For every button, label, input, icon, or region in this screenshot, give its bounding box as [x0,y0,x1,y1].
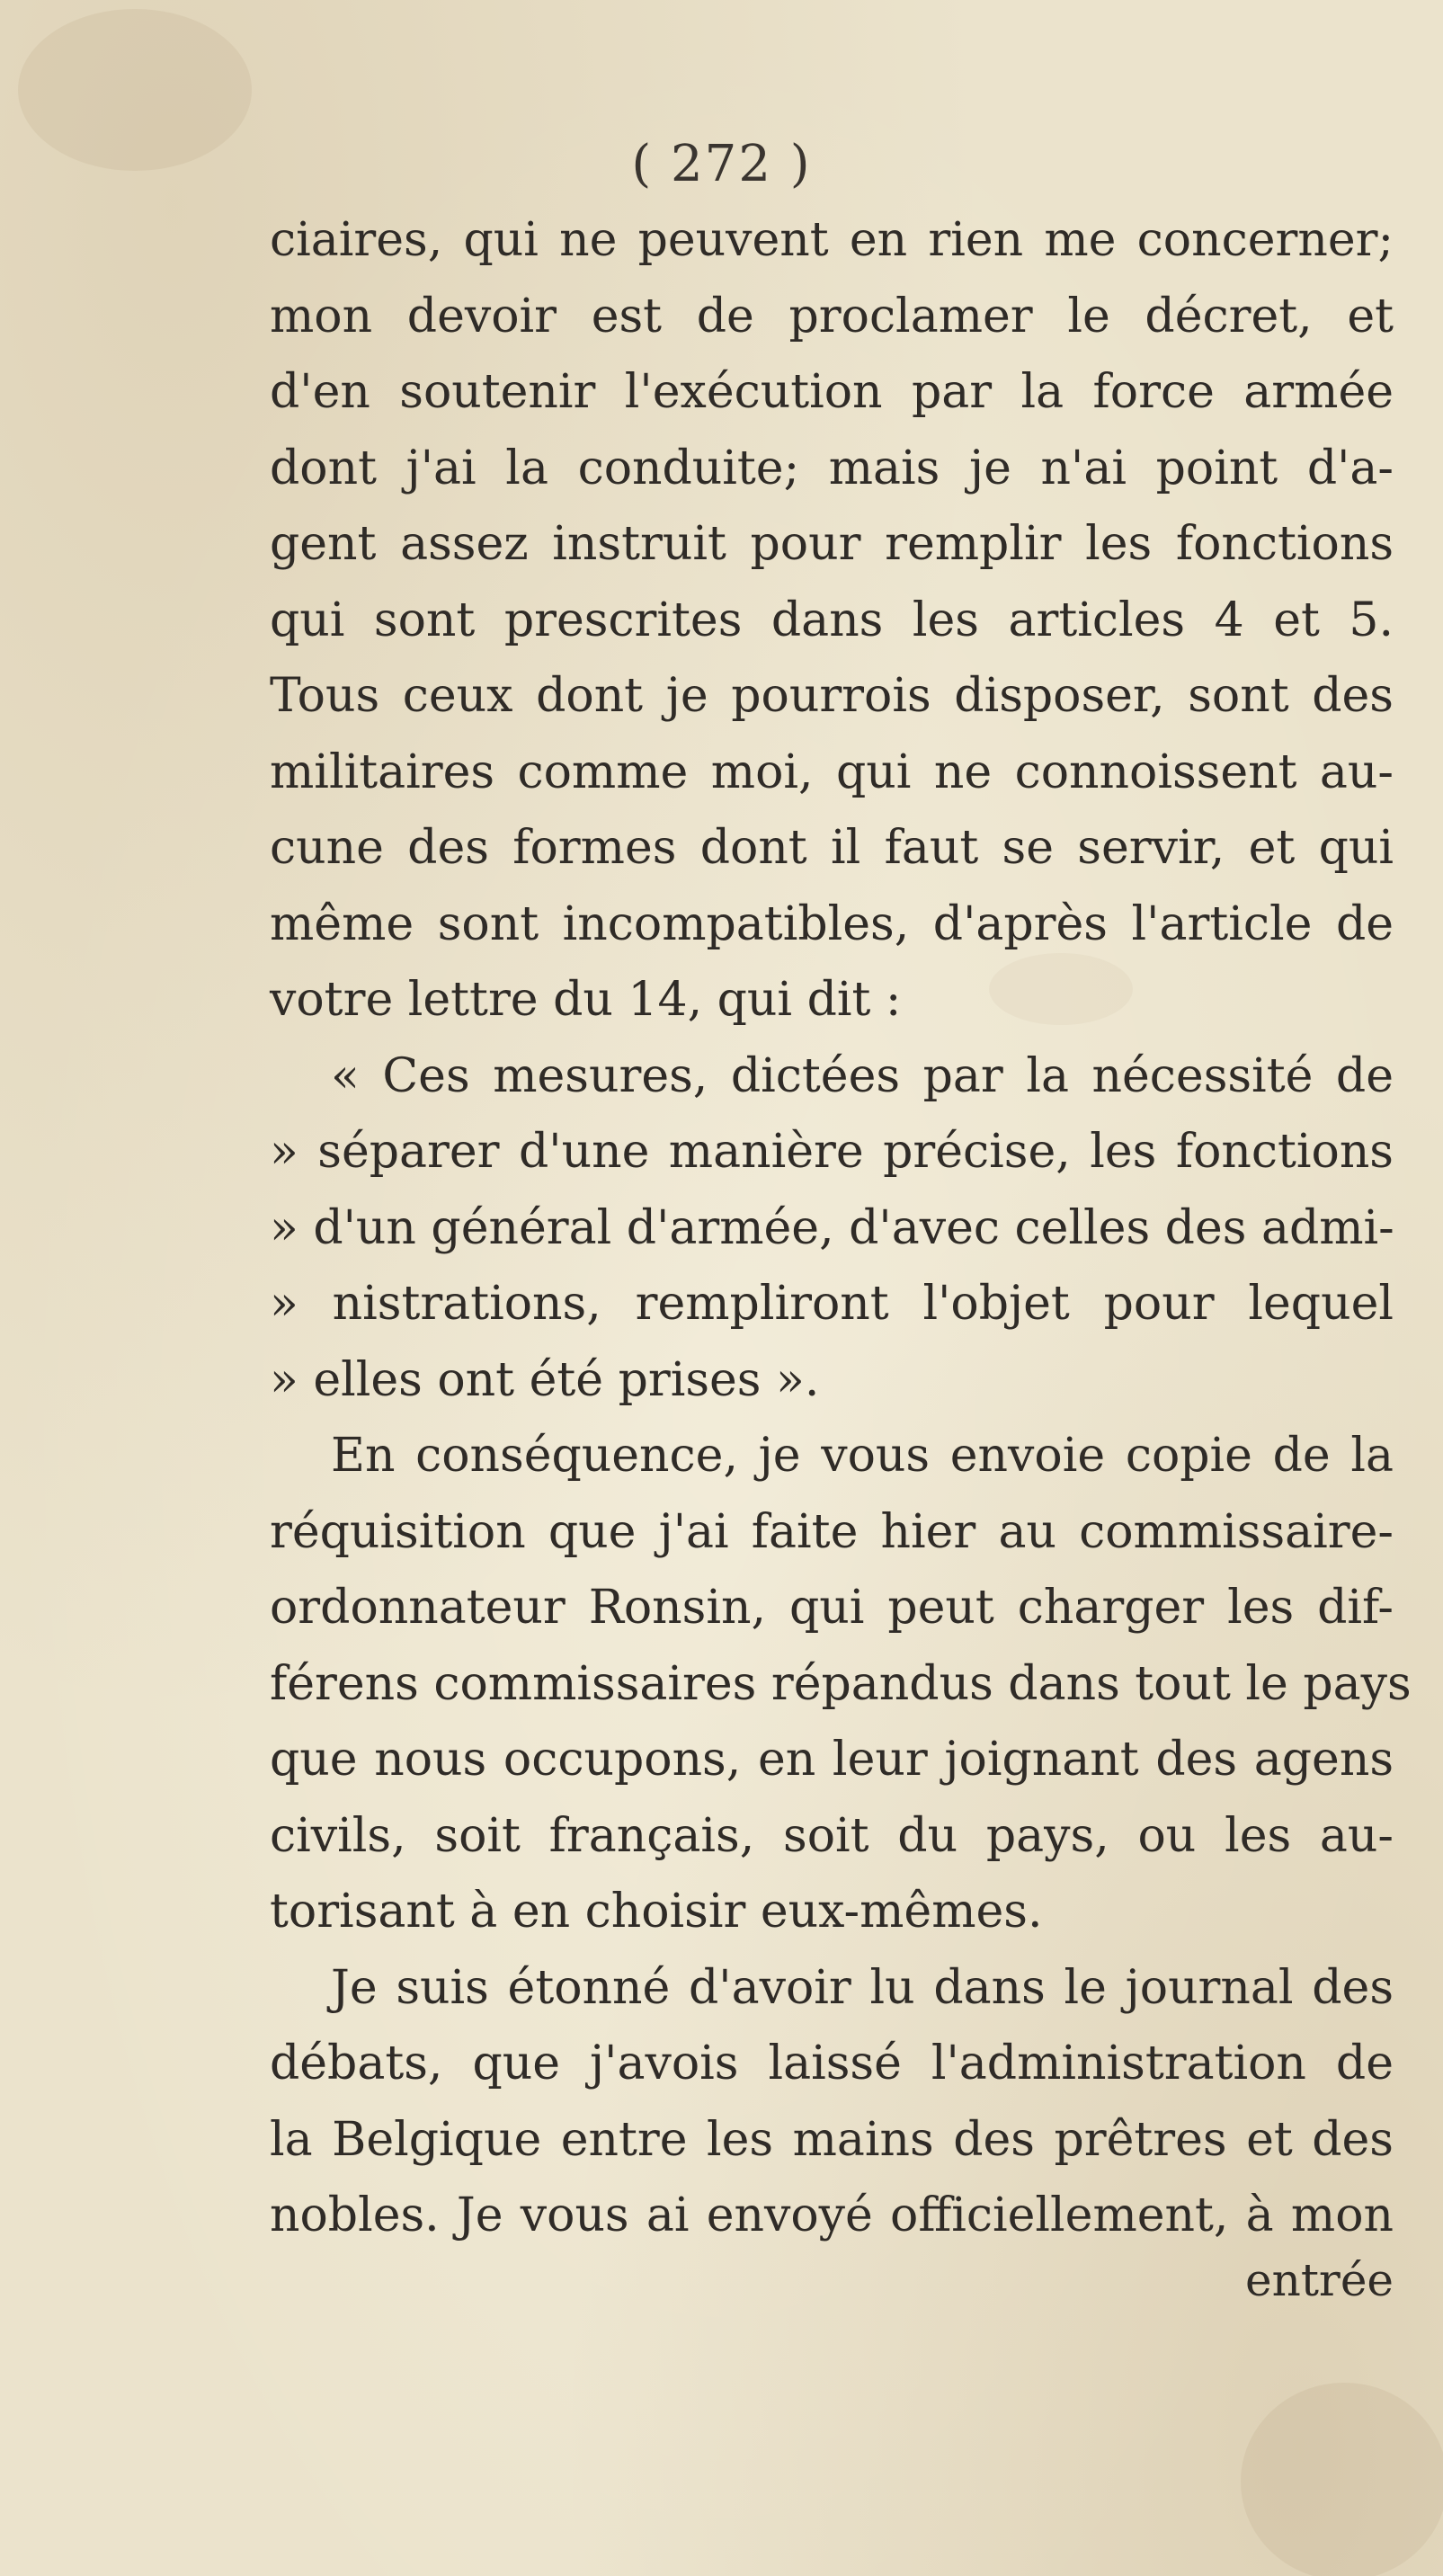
text-line: même sont incompatibles, d'après l'article de [270,896,1394,951]
text-line: » nistrations, rempliront l'objet pour lequel [270,1277,1394,1331]
page-number: ( 272 ) [631,135,812,193]
text-line: que nous occupons, en leur joignant des agens [270,1733,1394,1787]
text-line: la Belgique entre les mains des prêtres et des [270,2112,1394,2167]
body-text [270,202,1412,2254]
text-line: mon devoir est de proclamer le décret, et [270,289,1394,343]
text-line: qui sont prescrites dans les articles 4 et 5. [270,593,1394,647]
text-line: réquisition que j'ai faite hier au commissaire- [270,1504,1394,1559]
text-line: Tous ceux dont je pourrois disposer, sont des [270,669,1394,723]
text-line: nobles. Je vous ai envoyé officiellement, à mon [270,2188,1394,2242]
text-line: « Ces mesures, dictées par la nécessité de [331,1048,1394,1103]
catchword: entrée [1245,2253,1394,2306]
paper-stain [1241,2383,1443,2576]
text-line: férens commissaires répandus dans tout le pays [270,1656,1412,1711]
text-line: civils, soit français, soit du pays, ou les au- [270,1808,1394,1863]
text-line: débats, que j'avois laissé l'administration de [270,2037,1394,2090]
text-line: Je suis étonné d'avoir lu dans le journal des [331,1960,1394,2015]
text-line: d'en soutenir l'exécution par la force armée [270,365,1394,419]
text-line: cune des formes dont il faut se servir, et qui [270,821,1394,875]
text-line: votre lettre du 14, qui dit : [270,973,902,1027]
text-line: gent assez instruit pour remplir les fonctions [270,517,1394,571]
text-line: » elles ont été prises ». [270,1352,820,1407]
text-line: En conséquence, je vous envoie copie de la [331,1429,1394,1483]
text-line: torisant à en choisir eux-mêmes. [270,1885,1043,1939]
text-line: militaires comme moi, qui ne connoissent au- [270,744,1394,799]
text-line: » séparer d'une manière précise, les fonctions [270,1125,1394,1179]
text-line: » d'un général d'armée, d'avec celles des admi- [270,1200,1394,1255]
text-line: ciaires, qui ne peuvent en rien me concerner; [270,213,1394,267]
text-line: ordonnateur Ronsin, qui peut charger les dif- [270,1581,1394,1635]
text-line: dont j'ai la conduite; mais je n'ai point d'a- [270,441,1394,495]
